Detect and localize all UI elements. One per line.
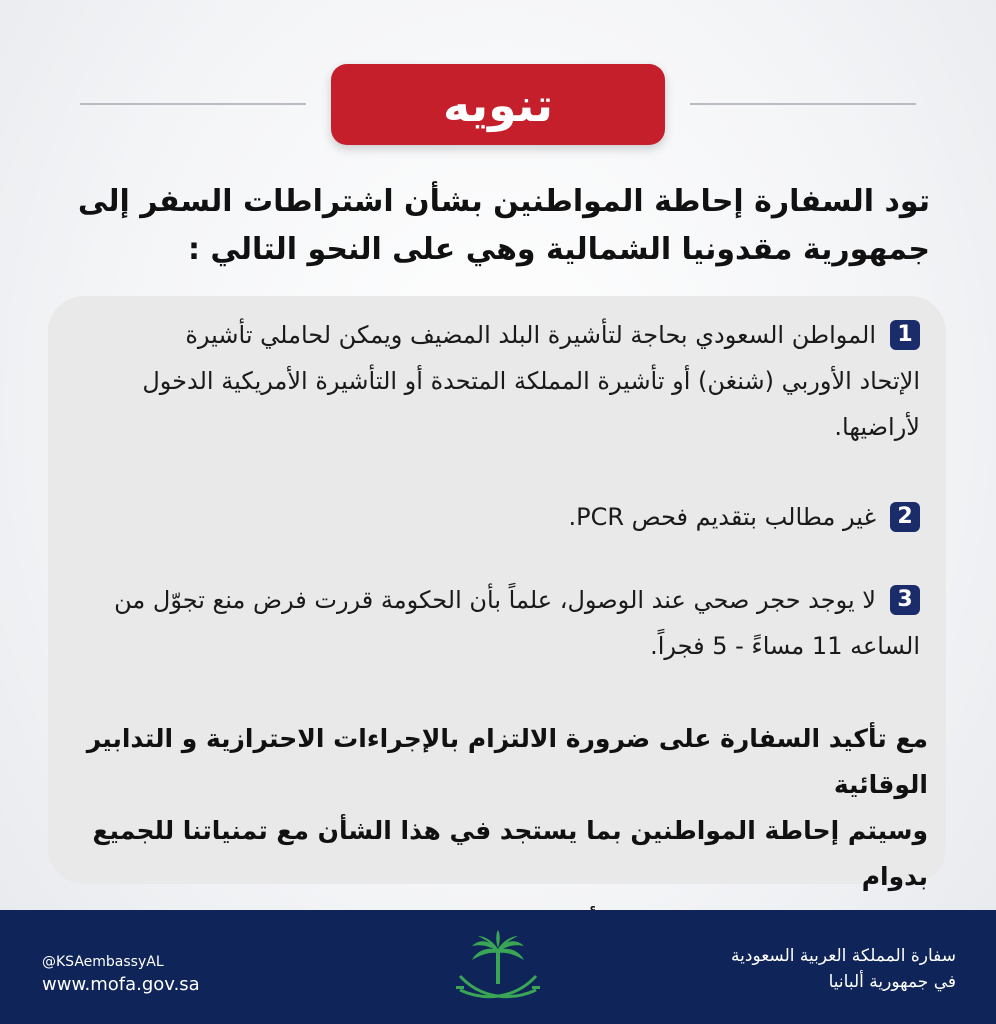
item-text: غير مطالب بتقديم فحص PCR.	[568, 503, 876, 531]
intro-line: تود السفارة إحاطة المواطنين بشأن اشتراطات السفر إلى	[77, 184, 930, 219]
divider-right	[690, 103, 916, 105]
closing-line: وسيتم إحاطة المواطنين بما يستجد في هذا الشأن مع تمنياتنا للجميع بدوام	[92, 816, 928, 891]
item-text: لا يوجد حجر صحي عند الوصول، علماً بأن الحكومة قررت فرض منع تجوّل من	[114, 586, 876, 614]
embassy-name: سفارة المملكة العربية السعودية	[731, 946, 956, 966]
page-title: تنويه	[442, 77, 554, 132]
item-text: الساعه 11 مساءً - 5 فجراً.	[650, 632, 920, 660]
closing-line: مع تأكيد السفارة على ضرورة الالتزام بالإجراءات الاحترازية و التدابير الوقائية	[86, 724, 928, 799]
item-text: لأراضيها.	[834, 413, 920, 441]
number-badge: 3	[890, 585, 920, 615]
title-badge	[331, 64, 665, 145]
palm-swords-emblem-icon	[452, 928, 544, 1014]
list-item-3	[70, 577, 920, 669]
embassy-country: في جمهورية ألبانيا	[828, 972, 956, 992]
number-badge: 1	[890, 320, 920, 350]
intro-line: جمهورية مقدونيا الشمالية وهي على النحو التالي :	[187, 232, 930, 267]
list-item-1	[70, 312, 920, 450]
number-badge: 2	[890, 502, 920, 532]
website-link[interactable]: www.mofa.gov.sa	[42, 974, 200, 995]
social-handle[interactable]: @KSAembassyAL	[42, 954, 164, 970]
item-text: الإتحاد الأوربي (شنغن) أو تأشيرة المملكة المتحدة أو التأشيرة الأمريكية الدخول	[142, 367, 920, 395]
intro-text	[60, 178, 930, 274]
divider-left	[80, 103, 306, 105]
item-text: المواطن السعودي بحاجة لتأشيرة البلد المضيف ويمكن لحاملي تأشيرة	[185, 321, 876, 349]
list-item-2	[70, 494, 920, 540]
